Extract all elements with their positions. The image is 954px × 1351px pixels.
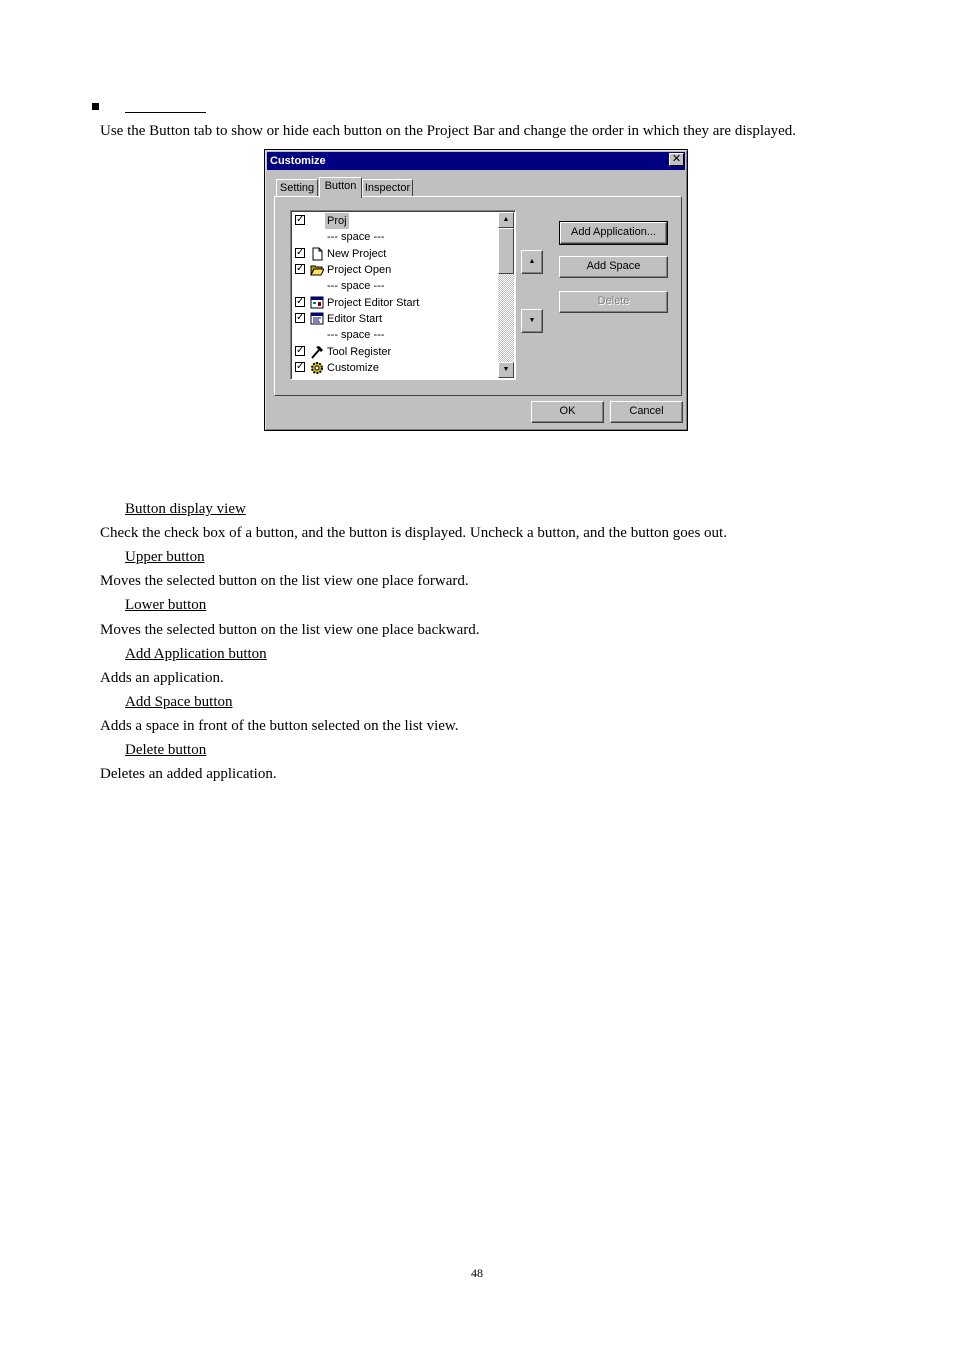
desc-lower-button: Moves the selected button on the list view one place backward. [100, 622, 480, 638]
scroll-down-icon[interactable]: ▼ [498, 362, 514, 378]
list-item[interactable]: ✓ Project Editor Start [296, 296, 420, 309]
desc-button-display-view: Check the check box of a button, and the button is displayed. Uncheck a button, and the button goes out. [100, 525, 727, 541]
bullet-square [92, 103, 99, 110]
desc-upper-button: Moves the selected button on the list view one place forward. [100, 573, 469, 589]
heading-upper-button: Upper button [125, 549, 205, 565]
desc-add-application: Adds an application. [100, 670, 224, 686]
add-application-button[interactable]: Add Application... [560, 222, 667, 244]
hammer-icon [310, 345, 324, 359]
document-icon [310, 247, 324, 261]
heading-underline [125, 112, 206, 113]
list-item[interactable]: --- space --- [327, 231, 385, 243]
customize-dialog [264, 149, 688, 431]
list-item[interactable]: --- space --- [327, 280, 385, 292]
open-folder-icon [310, 263, 324, 277]
tab-setting[interactable]: Setting [276, 179, 318, 197]
list-item[interactable]: ✓ Editor Start [296, 312, 383, 325]
add-space-button[interactable]: Add Space [559, 256, 668, 278]
tab-button[interactable]: Button [319, 177, 362, 198]
scroll-up-icon[interactable]: ▲ [498, 212, 514, 228]
heading-delete: Delete button [125, 742, 207, 758]
list-scrollbar[interactable] [498, 212, 514, 378]
heading-lower-button: Lower button [125, 597, 207, 613]
editor-icon [310, 312, 324, 326]
lower-button[interactable]: ▼ [521, 309, 543, 333]
checkbox[interactable]: ✓ [296, 296, 305, 307]
list-item[interactable]: ✓ Tool Register [296, 345, 392, 358]
desc-delete: Deletes an added application. [100, 766, 277, 782]
ok-button[interactable]: OK [531, 401, 604, 423]
dialog-title: Customize [267, 152, 685, 170]
button-list-view[interactable] [290, 210, 516, 380]
list-item[interactable]: ✓ Project Open [296, 263, 392, 276]
scroll-thumb[interactable] [498, 228, 514, 274]
checkbox[interactable]: ✓ [296, 345, 305, 356]
gear-icon [310, 361, 324, 375]
desc-add-space: Adds a space in front of the button selected on the list view. [100, 718, 459, 734]
list-item[interactable]: ✓ New Project [296, 247, 387, 260]
close-button[interactable]: ✕ [669, 153, 684, 166]
tab-inspector[interactable]: Inspector [362, 179, 413, 197]
intro-text: Use the Button tab to show or hide each button on the Project Bar and change the order in which they are displayed. [100, 123, 797, 139]
checkbox[interactable]: ✓ [296, 263, 305, 274]
page-number: 48 [471, 1266, 483, 1280]
project-editor-icon [310, 296, 324, 310]
checkbox[interactable]: ✓ [296, 312, 305, 323]
cancel-button[interactable]: Cancel [610, 401, 683, 423]
upper-button[interactable]: ▲ [521, 250, 543, 274]
heading-add-space: Add Space button [125, 694, 233, 710]
heading-add-application: Add Application button [125, 646, 267, 662]
checkbox[interactable]: ✓ [296, 361, 305, 372]
list-item[interactable]: ✓ Customize [296, 361, 379, 374]
heading-button-display-view: Button display view [125, 501, 246, 517]
checkbox[interactable]: ✓ [296, 247, 305, 258]
list-item[interactable]: --- space --- [327, 329, 385, 341]
delete-button[interactable]: Delete [559, 291, 668, 313]
checkbox[interactable]: ✓ [296, 214, 305, 225]
list-item[interactable]: ✓ Proj [296, 214, 347, 227]
